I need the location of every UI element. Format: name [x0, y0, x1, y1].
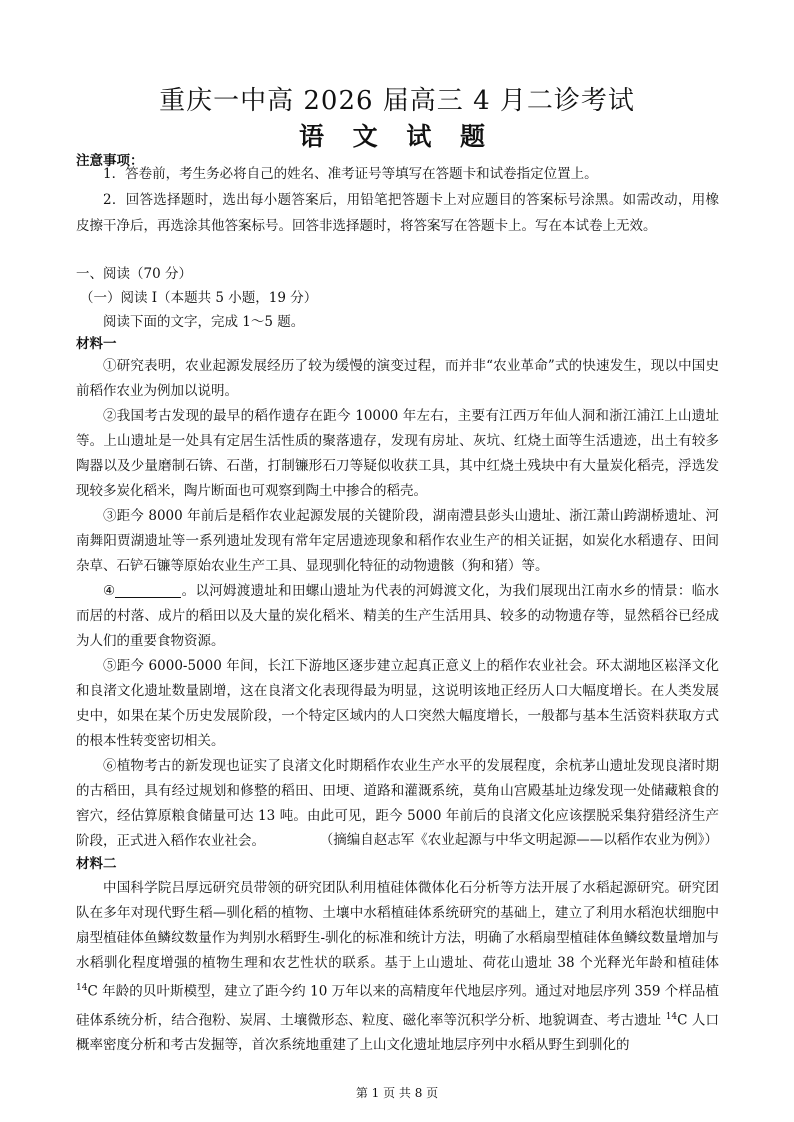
exam-title: 重庆一中高 2026 届高三 4 月二诊考试 [159, 86, 635, 116]
material2-body [76, 876, 719, 1058]
material2-text-a: 中国科学院吕厚远研究员带领的研究团队利用植硅体微体化石分析等方法开展了水稻起源研究。研究团队在多年对现代野生稻—驯化稻的植物、土壤中水稻植硅体系统研究的基础上，建立了利用水稻泡状细胞中扇型植硅体鱼鳞纹数量作为判别水稻野生-驯化的标准和统计方法，明确了水稻扇型植硅体鱼鳞纹数量增加与水稻驯化程度增强的植物生理和农艺性状的联系。基于上山遗址、荷花山遗址 38 个光释光年龄和植硅体 [76, 880, 719, 971]
material2-label: 材料二 [76, 856, 117, 872]
material1-label: 材料一 [76, 336, 117, 352]
subject-title: 语 文 试 题 [298, 122, 496, 151]
fill-in-blank [115, 583, 181, 598]
material1-paragraph-3: ③距今 8000 年前后是稻作农业起源发展的关键阶段，湖南澧县彭头山遗址、浙江萧山跨湖桥遗址、河南舞阳贾湖遗址等一系列遗址发现有常年定居遗迹现象和稻作农业生产的相关证据，如炭化水稻遗存、田间杂草、石铲石镰等原始农业生产工具、显现驯化特征的动物遗骸（狗和猪）等。 [76, 508, 719, 574]
material1-paragraph-5: ⑤距今 6000-5000 年间，长江下游地区逐步建立起真正意义上的稻作农业社会。环太湖地区崧泽文化和良渚文化遗址数量剧增，这在良渚文化表现得最为明显，这说明该地正经历人口大幅度增长。在人类发展史中，如果在某个历史发展阶段，一个特定区域内的人口突然大幅度增长，一般都与基本生活资料获取方式的根本性转变密切相关。 [76, 658, 719, 749]
notice-heading: 注意事项： [76, 153, 144, 169]
page-number: 第 1 页 共 8 页 [355, 1086, 439, 1100]
material1-paragraph-2: ②我国考古发现的最早的稻作遗存在距今 10000 年左右，主要有江西万年仙人洞和浙江浦江上山遗址等。上山遗址是一处具有定居生活性质的聚落遗存，发现有房址、灰坑、红烧土面等生活遗迹，出土有较多陶器以及少量磨制石锛、石凿，打制镰形石刀等疑似收获工具，其中红烧土残块中有大量炭化稻壳，浮选发现较多炭化稻米，陶片断面也可观察到陶土中掺合的稻壳。 [76, 408, 719, 499]
superscript-14: 14 [76, 983, 88, 993]
notice-list [76, 161, 719, 239]
notice-item-2: 2．回答选择题时，选出每小题答案后，用铅笔把答题卡上对应题目的答案标号涂黑。如需改动，用橡皮擦干净后，再选涂其他答案标号。回答非选择题时，将答案写在答题卡上。写在本试卷上无效。 [76, 192, 719, 234]
superscript-14: 14 [665, 1011, 678, 1022]
material1-paragraph-4 [76, 579, 719, 654]
section-subtitle: （一）阅读 I（本题共 5 小题，19 分） [80, 290, 318, 306]
material1-body [76, 354, 719, 854]
section-title: 一、阅读（70 分） [76, 266, 192, 282]
material2-text-b: C 年龄的贝叶斯模型，建立了距今约 10 万年以来的高精度年代地层序列。通过对地层序列 359 个样品植硅体系统分析，结合孢粉、炭屑、土壤微形态、粒度、磁化率等沉积学分析、地貌调查、考古遗址 [76, 983, 719, 1028]
material2-text-c: C 人口概率密度分析和考古发掘等，首次系统地重建了上山文化遗址地层序列中水稻从野生到驯化的 [76, 1012, 719, 1053]
section-instruction: 阅读下面的文字，完成 1～5 题。 [103, 314, 305, 330]
material1-paragraph-1: ①研究表明，农业起源发展经历了较为缓慢的演变过程，而并非“农业革命”式的快速发生，现以中国史前稻作农业为例加以说明。 [76, 358, 719, 399]
material1-source: （摘编自赵志军《农业起源与中华文明起源——以稻作农业为例》） [319, 832, 718, 848]
material1-paragraph-6: ⑥植物考古的新发现也证实了良渚文化时期稻作农业生产水平的发展程度，余杭茅山遗址发现良渚时期的古稻田，具有经过规划和修整的稻田、田埂、道路和灌溉系统，莫角山宫殿基址边缘发现一处储藏粮食的窖穴，经估算原粮食储量可达 13 吨。由此可见，距今 5000 年前后的良渚文化应该摆脱采集狩猎经济生产阶段，正式进入稻作农业社会。 [76, 758, 719, 849]
paragraph-4-number: ④ [103, 583, 116, 599]
material2-paragraph-1 [76, 876, 719, 1058]
paragraph-4-text: 。以河姆渡遗址和田螺山遗址为代表的河姆渡文化，为我们展现出江南水乡的情景：临水而居的村落、成片的稻田以及大量的炭化稻米、精美的生产生活用具、较多的动物遗存等，显然稻谷已经成为人们的重要食物资源。 [76, 583, 719, 649]
notice-item-1: 1．答卷前，考生务必将自己的姓名、准考证号等填写在答题卡和试卷指定位置上。 [103, 166, 598, 182]
